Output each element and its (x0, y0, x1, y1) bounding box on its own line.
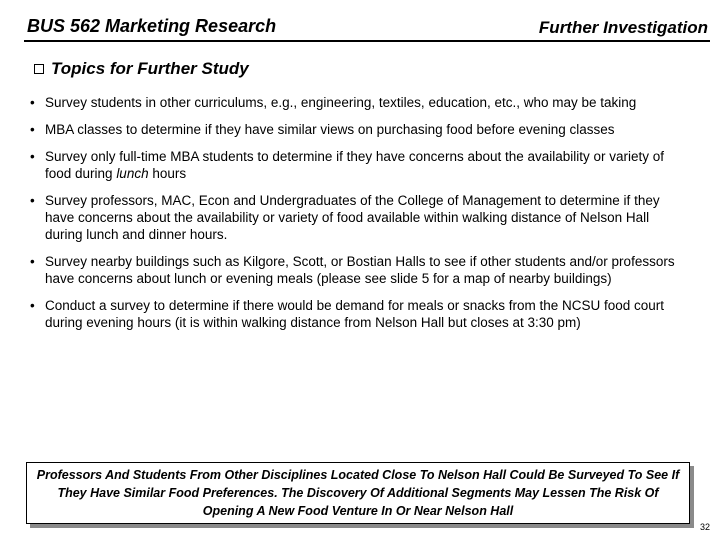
section-heading (34, 59, 249, 79)
bullet-text: Conduct a survey to determine if there would be demand for meals or snacks from the NCSU food court during evening hours (it is within walking distance from Nelson Hall but closes at 3:30 pm) (45, 298, 665, 330)
bullet-text-after: hours (148, 166, 187, 181)
header-divider (24, 40, 710, 42)
bullet-emphasis: lunch (116, 166, 149, 181)
slide-number: 32 (699, 522, 710, 532)
header-title: BUS 562 Marketing Research (27, 16, 277, 36)
bullet-text-before: Survey only full-time MBA students to determine if they have concerns about the availability or variety of food during (45, 149, 665, 181)
bullet-icon: • (30, 122, 35, 137)
bullet-text: MBA classes to determine if they have similar views on purchasing food before evening classes (45, 122, 615, 137)
section-heading-text: Topics for Further Study (51, 59, 249, 78)
bullet-icon: • (30, 193, 35, 208)
list-item (30, 148, 690, 182)
checkbox-bullet-icon (34, 64, 44, 74)
list-item (30, 121, 690, 138)
bullet-icon: • (30, 298, 35, 313)
header-subtitle: Further Investigation (538, 18, 708, 37)
bullet-text: Survey professors, MAC, Econ and Undergraduates of the College of Management to determine if they have concerns about the availability or variety of food available within walking distance of Nelson Hall during lunch and dinner hours. (45, 193, 660, 242)
bullet-icon: • (30, 254, 35, 269)
bullet-icon: • (30, 95, 35, 110)
callout-text: Professors And Students From Other Disciplines Located Close To Nelson Hall Could Be Surveyed To See If They Have Similar Food Preferences. The Discovery Of Additional Segments May Lessen The Risk Of Opening A New Food Venture In Or Near Nelson Hall (36, 468, 680, 518)
bullet-text: Survey nearby buildings such as Kilgore, Scott, or Bostian Halls to see if other students and/or professors have concerns about lunch or evening meals (please see slide 5 for a map of nearby buildings) (45, 254, 675, 286)
list-item (30, 253, 690, 287)
bullet-icon: • (30, 149, 35, 164)
topics-list (30, 94, 690, 341)
callout-box (26, 462, 690, 524)
list-item (30, 297, 690, 331)
list-item (30, 192, 690, 243)
list-item (30, 94, 690, 111)
bullet-text: Survey students in other curriculums, e.g., engineering, textiles, education, etc., who may be taking (45, 95, 637, 110)
